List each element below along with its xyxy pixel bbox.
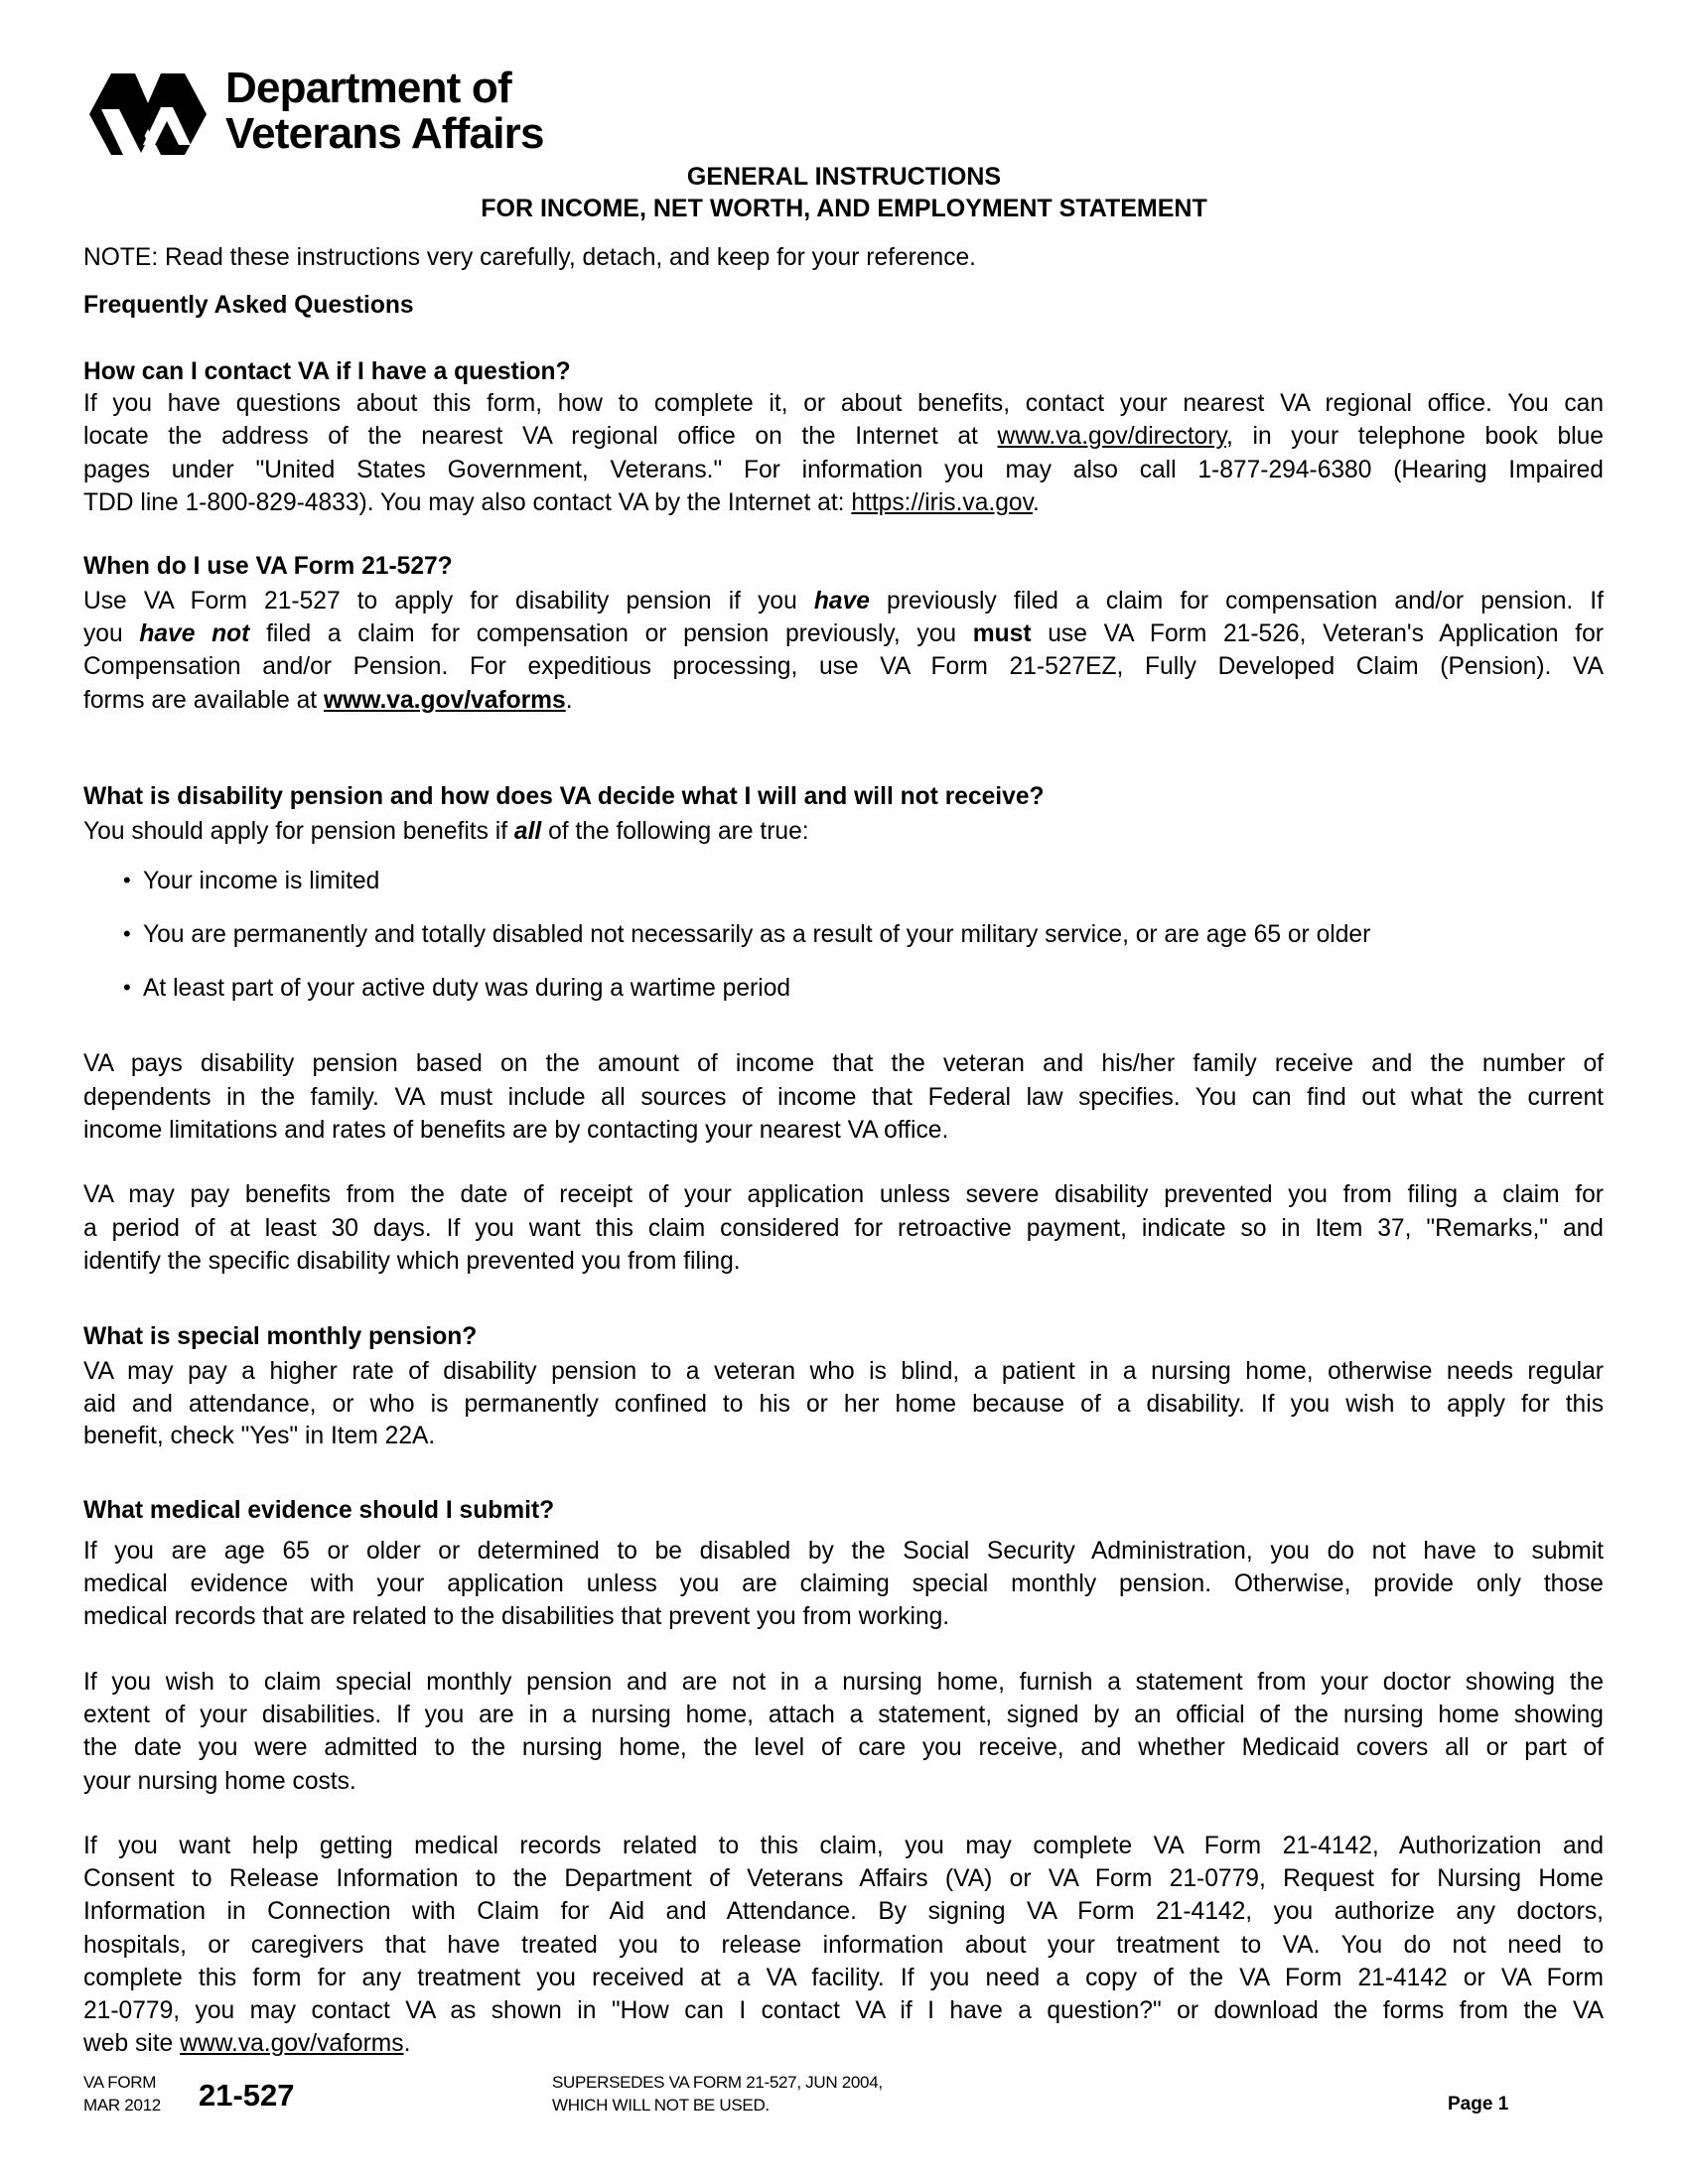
- text-span: .: [565, 687, 573, 714]
- paragraph-line: [83, 587, 1604, 616]
- text-span: of the following are true:: [548, 818, 809, 845]
- bullet-icon: •: [123, 975, 131, 1000]
- va-logo: [89, 64, 566, 158]
- paragraph-line: aid and attendance, or who is permanently confined to his or her home because of a disability. If you wish to apply for this: [83, 1391, 1604, 1418]
- text-span: you: [83, 620, 123, 647]
- paragraph-line: a period of at least 30 days. If you want this claim considered for retroactive payment, indicate so in Item 37, "Remarks," and: [83, 1215, 1604, 1242]
- question-when-use: When do I use VA Form 21-527?: [83, 553, 453, 580]
- agency-name: [225, 66, 544, 157]
- footer-form-number: 21-527: [199, 2078, 295, 2113]
- question-contact: How can I contact VA if I have a question?: [83, 358, 571, 385]
- agency-name-line1: Department of: [225, 64, 511, 112]
- list-item: You are permanently and totally disabled not necessarily as a result of your military service, or are age 65 or older: [143, 921, 1371, 948]
- paragraph-line: VA pays disability pension based on the amount of income that the veteran and his/her family receive and the number of: [83, 1050, 1604, 1077]
- text-span: TDD line 1-800-829-4833). You may also contact VA by the Internet at:: [83, 489, 845, 516]
- note-text: NOTE: Read these instructions very carefully, detach, and keep for your reference.: [83, 244, 977, 271]
- paragraph-line: complete this form for any treatment you received at a VA facility. If you need a copy of the VA Form 21-4142 or VA Form: [83, 1965, 1604, 1991]
- agency-name-line2: Veterans Affairs: [225, 109, 544, 158]
- text-span: , in your telephone book blue: [1226, 423, 1604, 450]
- text-span: .: [403, 2030, 411, 2057]
- text-span: locate the address of the nearest VA regional office on the Internet at: [83, 423, 978, 450]
- paragraph-line: VA may pay benefits from the date of receipt of your application unless severe disability prevented you from filing a claim for: [83, 1181, 1604, 1208]
- paragraph-line: If you have questions about this form, how to complete it, or about benefits, contact your nearest VA regional office. You can: [83, 390, 1604, 417]
- paragraph-line: dependents in the family. VA must include all sources of income that Federal law specifies. You can find out what the current: [83, 1084, 1604, 1111]
- text-span: web site: [83, 2030, 174, 2057]
- paragraph-line: extent of your disabilities. If you are in a nursing home, attach a statement, signed by an official of the nursing home showing: [83, 1702, 1604, 1728]
- emphasis-have: have: [813, 588, 870, 614]
- list-item: Your income is limited: [143, 868, 380, 894]
- link-vaforms-footer[interactable]: www.va.gov/vaforms: [180, 2030, 404, 2057]
- emphasis-have-not: have not: [139, 620, 250, 647]
- question-special-monthly: What is special monthly pension?: [83, 1323, 478, 1350]
- bullet-icon: •: [123, 868, 131, 892]
- emphasis-all: all: [513, 818, 542, 845]
- paragraph-line: Consent to Release Information to the Department of Veterans Affairs (VA) or VA Form 21-0779, Request for Nursing Home: [83, 1865, 1604, 1892]
- va-logo-icon: [89, 73, 207, 155]
- paragraph-line: [83, 422, 1604, 452]
- paragraph-line: benefit, check "Yes" in Item 22A.: [83, 1423, 436, 1449]
- paragraph-line: 21-0779, you may contact VA as shown in "How can I contact VA if I have a question?" or download the forms from the VA: [83, 1997, 1604, 2024]
- paragraph-line: Information in Connection with Claim for Aid and Attendance. By signing VA Form 21-4142, you authorize any doctors,: [83, 1898, 1604, 1925]
- paragraph-line: Compensation and/or Pension. For expeditious processing, use VA Form 21-527EZ, Fully Developed Claim (Pension). VA: [83, 653, 1604, 680]
- paragraph-line: [83, 619, 1604, 649]
- paragraph-line: income limitations and rates of benefits are by contacting your nearest VA office.: [83, 1117, 949, 1144]
- paragraph-line: medical evidence with your application unless you are claiming special monthly pension. Otherwise, provide only those: [83, 1570, 1604, 1597]
- question-disability-pension: What is disability pension and how does VA decide what I will and will not receive?: [83, 783, 1045, 810]
- page-number: Page 1: [1448, 2094, 1509, 2115]
- text-span: filed a claim for compensation or pension previously, you: [266, 620, 957, 647]
- text-span: Use VA Form 21-527 to apply for disability pension if you: [83, 588, 797, 614]
- paragraph-line: identify the specific disability which prevented you from filing.: [83, 1248, 741, 1275]
- link-va-directory[interactable]: www.va.gov/directory: [997, 423, 1227, 450]
- footer-form-date: MAR 2012: [83, 2096, 161, 2115]
- paragraph-line: your nursing home costs.: [83, 1768, 356, 1795]
- question-medical-evidence: What medical evidence should I submit?: [83, 1497, 555, 1524]
- paragraph-line: If you are age 65 or older or determined to be disabled by the Social Security Administration, you do not have to submit: [83, 1538, 1604, 1565]
- link-iris[interactable]: https://iris.va.gov: [851, 489, 1034, 516]
- paragraph-line: pages under "United States Government, Veterans." For information you may also call 1-877-294-6380 (Hearing Impaired: [83, 457, 1604, 483]
- paragraph-line: VA may pay a higher rate of disability pension to a veteran who is blind, a patient in a nursing home, otherwise needs regular: [83, 1358, 1604, 1385]
- footer-form-label: VA FORM: [83, 2073, 157, 2092]
- emphasis-must: must: [972, 620, 1032, 647]
- paragraph-line: hospitals, or caregivers that have treated you to release information about your treatment to VA. You do not need to: [83, 1932, 1604, 1959]
- text-span: use VA Form 21-526, Veteran's Application for: [1048, 620, 1604, 647]
- paragraph-line: [83, 2029, 1604, 2059]
- faq-heading: Frequently Asked Questions: [83, 292, 414, 319]
- page-subtitle: FOR INCOME, NET WORTH, AND EMPLOYMENT STATEMENT: [481, 195, 1207, 222]
- page-title: GENERAL INSTRUCTIONS: [686, 163, 1002, 191]
- paragraph-line: If you want help getting medical records related to this claim, you may complete VA Form 21-4142, Authorization and: [83, 1833, 1604, 1859]
- paragraph-line: [83, 686, 1604, 716]
- link-vaforms[interactable]: www.va.gov/vaforms: [323, 687, 566, 714]
- paragraph-line: medical records that are related to the disabilities that prevent you from working.: [83, 1603, 950, 1630]
- paragraph-line: If you wish to claim special monthly pension and are not in a nursing home, furnish a statement from your doctor showing the: [83, 1669, 1604, 1696]
- list-item: At least part of your active duty was during a wartime period: [143, 975, 791, 1002]
- bullet-icon: •: [123, 921, 131, 946]
- paragraph-line: the date you were admitted to the nursing home, the level of care you receive, and whether Medicaid covers all or part of: [83, 1734, 1604, 1761]
- text-span: You should apply for pension benefits if: [83, 818, 508, 845]
- footer-supersedes-line2: WHICH WILL NOT BE USED.: [552, 2096, 770, 2115]
- text-span: .: [1033, 489, 1040, 516]
- footer-supersedes-line1: SUPERSEDES VA FORM 21-527, JUN 2004,: [552, 2073, 883, 2092]
- text-span: previously filed a claim for compensation and/or pension. If: [887, 588, 1604, 614]
- paragraph-line: [83, 817, 1604, 847]
- text-span: forms are available at: [83, 687, 318, 714]
- paragraph-line: [83, 488, 1604, 518]
